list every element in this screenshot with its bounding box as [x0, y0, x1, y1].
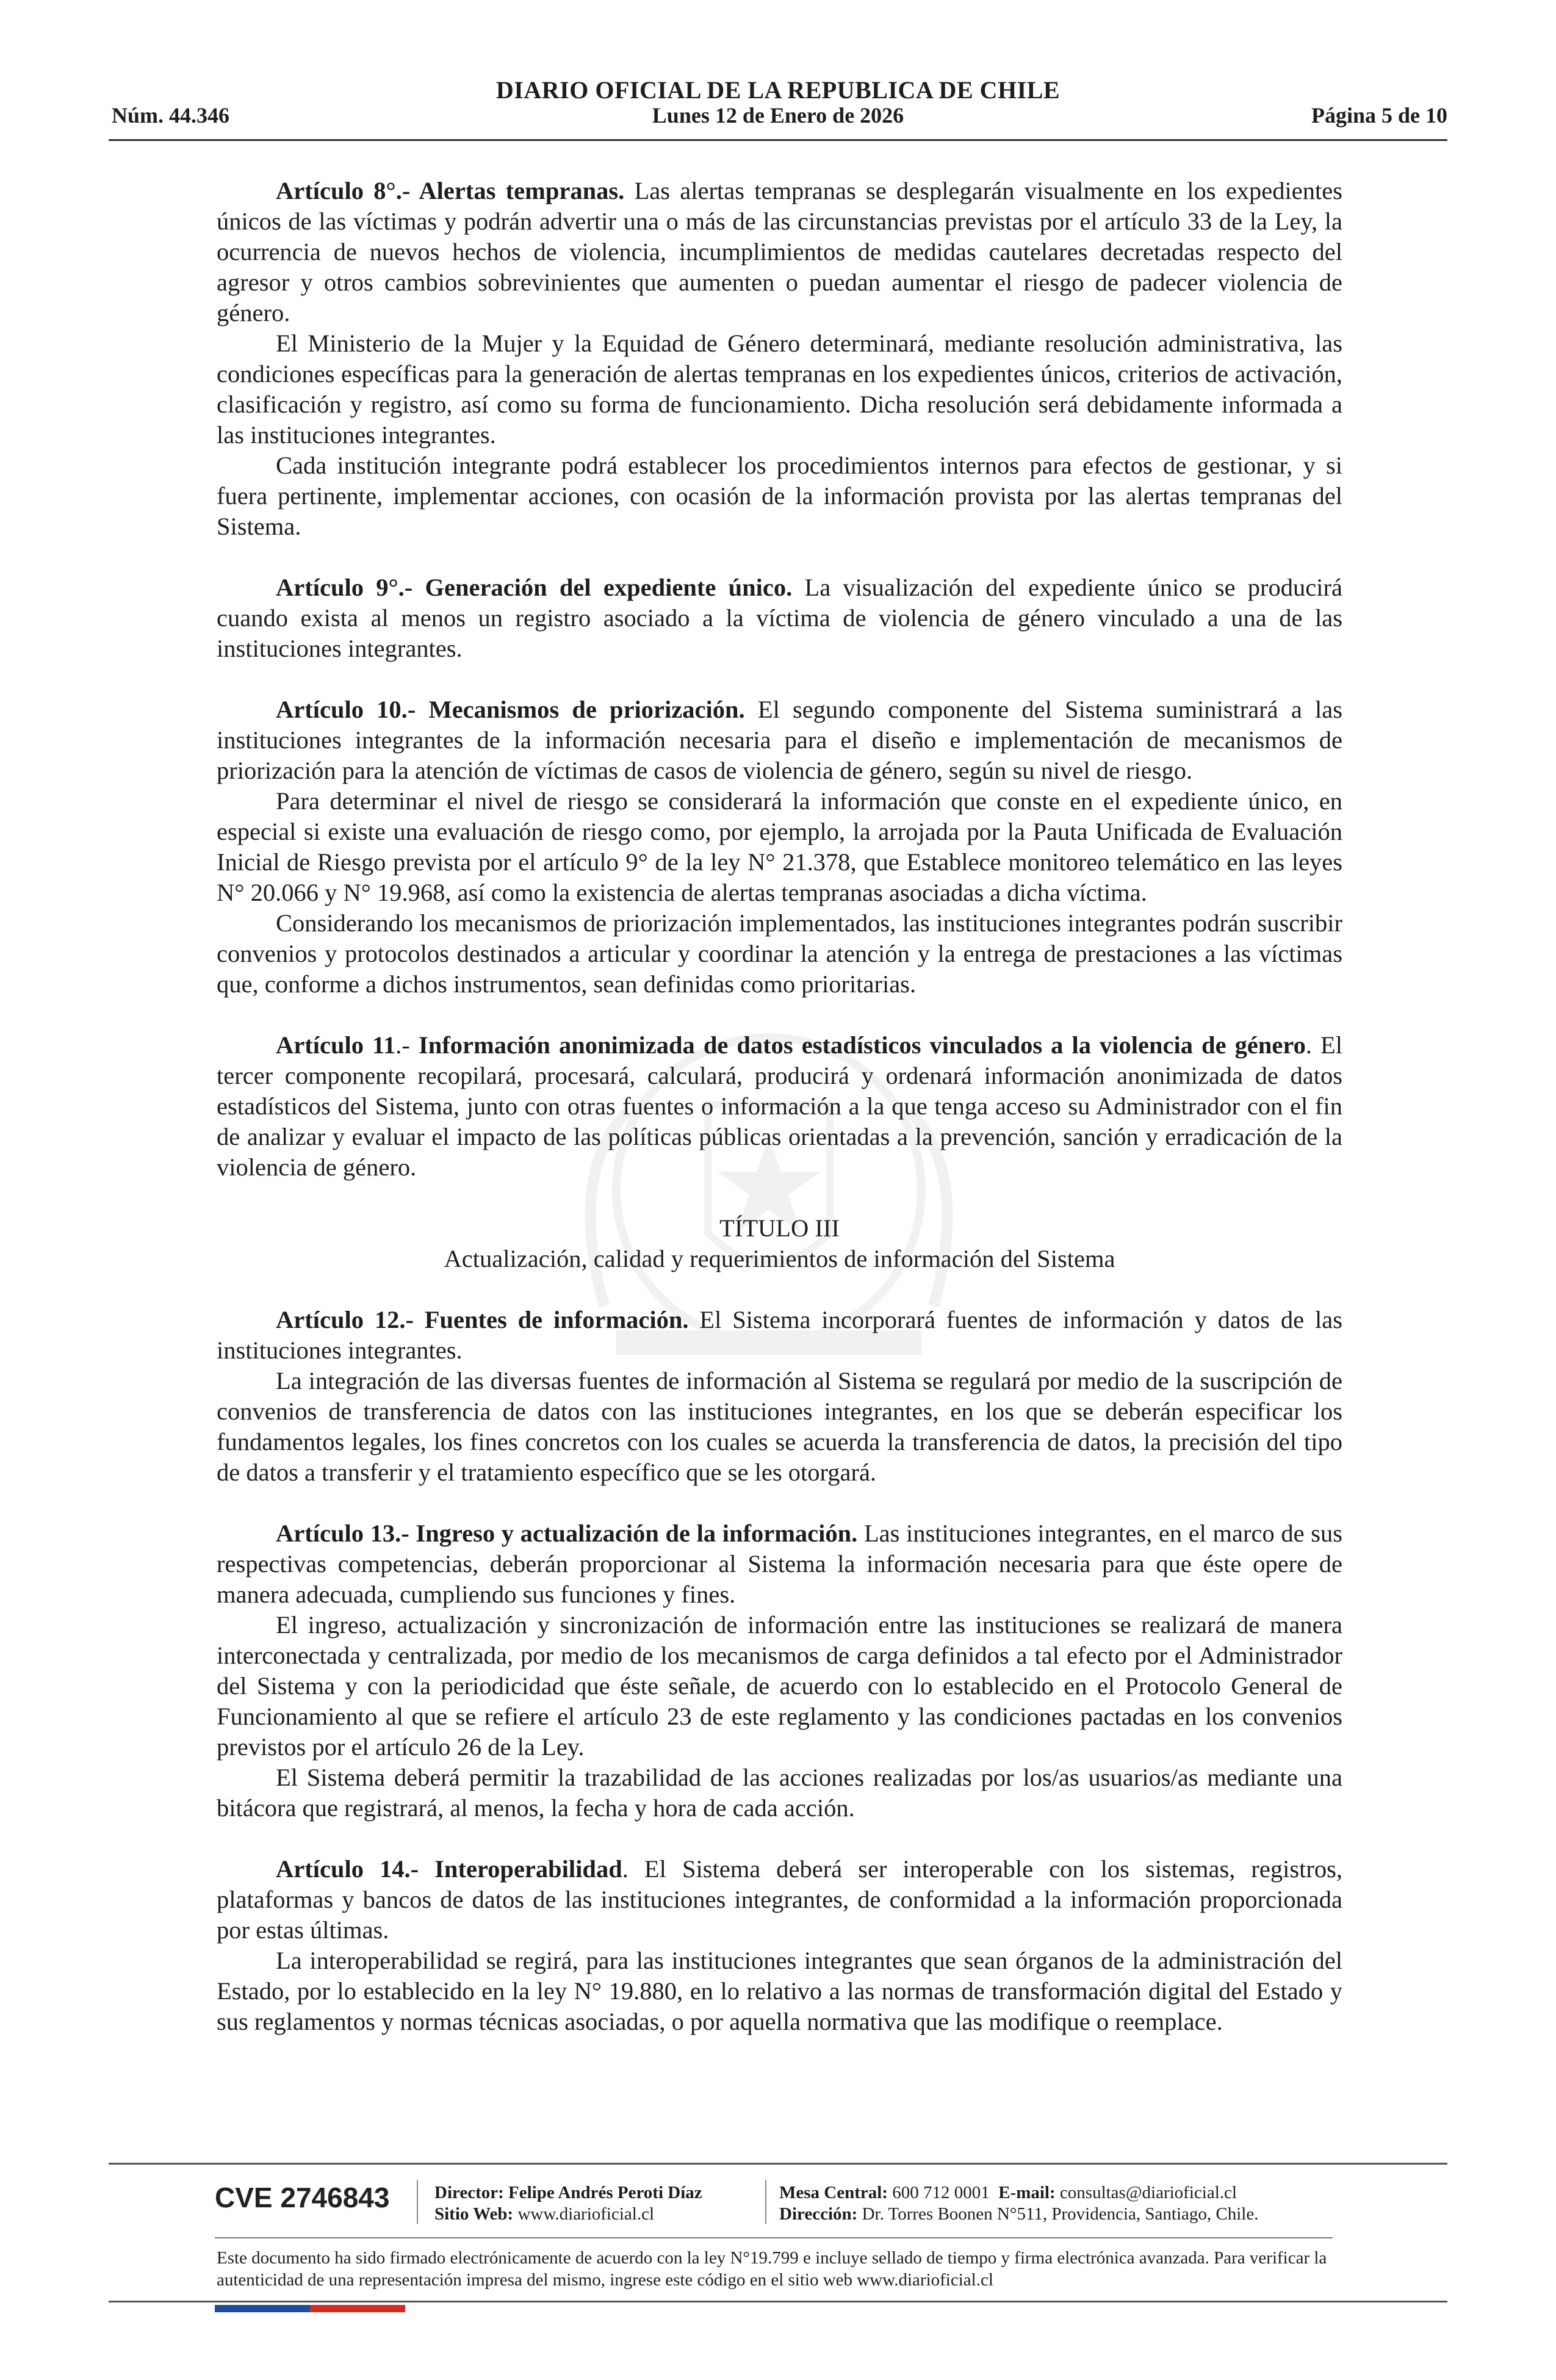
cve-code: CVE 2746843 [215, 2182, 390, 2213]
footer-divider-bottom [109, 2301, 1447, 2302]
issue-number: Núm. 44.346 [112, 103, 230, 128]
article-12-paragraph-1: Artículo 12.- Fuentes de información. El Sistema incorporará fuentes de información y datos de las instituciones integrantes. [217, 1306, 1342, 1364]
article-14-heading: Artículo 14.- Interoperabilidad [276, 1855, 622, 1883]
footer-separator [765, 2180, 766, 2224]
title-3-heading: TÍTULO III [719, 1214, 840, 1242]
article-11-heading-number: Artículo 11 [276, 1031, 396, 1059]
article-8-paragraph-2: El Ministerio de la Mujer y la Equidad de Género determinará, mediante resolución administrativa, las condiciones específicas para la generación de alertas tempranas en los expedientes únicos, criterios de activación, clasificación y registro, así como su forma de funcionamiento. Dicha resolución será debidamente informada a las instituciones integrantes. [217, 330, 1342, 449]
article-11-heading-title: Información anonimizada de datos estadísticos vinculados a la violencia de género [418, 1031, 1306, 1059]
article-13-paragraph-2: El ingreso, actualización y sincronización de información entre las instituciones se realizará de manera interconectada y centralizada, por medio de los mecanismos de carga definidos a tal efecto por el Administrador del Sistema y con la periodicidad que éste señale, de acuerdo con lo establecido en el Protocolo General de Funcionamiento al que se refiere el artículo 23 de este reglamento y las condiciones pactadas en los convenios previstos por el artículo 26 de la Ley. [217, 1611, 1342, 1761]
address: Dr. Torres Boonen N°511, Providencia, Santiago, Chile. [862, 2204, 1259, 2224]
article-10-paragraph-1: Artículo 10.- Mecanismos de priorización. El segundo componente del Sistema suministrará a las instituciones integrantes de la información necesaria para el diseño e implementación de mecanismos de priorización para la atención de víctimas de casos de violencia de género, según su nivel de riesgo. [217, 696, 1343, 784]
article-9-paragraph-1: Artículo 9°.- Generación del expediente único. La visualización del expediente único se producirá cuando exista al menos un registro asociado a la víctima de violencia de género vinculado a una de las instituciones integrantes. [217, 574, 1342, 662]
page-number: Página 5 de 10 [1311, 103, 1447, 128]
article-12-heading: Artículo 12.- Fuentes de información. [276, 1306, 689, 1333]
article-8-heading: Artículo 8°.- Alertas tempranas. [276, 177, 625, 204]
article-10-paragraph-2: Para determinar el nivel de riesgo se considerará la información que conste en el expediente único, en especial si existe una evaluación de riesgo como, por ejemplo, la arrojada por la Pauta Unificada de Evaluación Inicial de Riesgo prevista por el artículo 9° de la ley N° 21.378, que Establece monitoreo telemático en las leyes N° 20.066 y N° 19.968, así como la existencia de alertas tempranas asociadas a dicha víctima. [217, 787, 1342, 906]
flag-stripe-red [310, 2305, 405, 2312]
article-10-heading: Artículo 10.- Mecanismos de priorización. [276, 696, 745, 723]
article-9-heading: Artículo 9°.- Generación del expediente único. [276, 574, 793, 601]
header-divider [109, 139, 1447, 141]
article-8-paragraph-3: Cada institución integrante podrá establecer los procedimientos internos para efectos de gestionar, y si fuera pertinente, implementar acciones, con ocasión de la información provista por las alertas tempranas del Sistema. [217, 452, 1342, 540]
signature-notice: Este documento ha sido firmado electrónicamente de acuerdo con la ley N°19.799 e incluye sellado de tiempo y firma electrónica avanzada. Para verificar la autenticidad de una representación impresa del mismo, ingrese este código en el sitio web www.diarioficial.cl [217, 2248, 1327, 2290]
footer-separator [417, 2180, 418, 2224]
website-link[interactable]: www.diarioficial.cl [517, 2204, 655, 2224]
article-11-paragraph-1: Artículo 11.- Información anonimizada de datos estadísticos vinculados a la violencia de género. El tercer componente recopilará, procesará, calculará, producirá y ordenará información anonimizada de datos estadísticos del Sistema, junto con otras fuentes o información a la que tenga acceso su Administrador con el fin de analizar y evaluar el impacto de las políticas públicas orientadas a la prevención, sanción y erradicación de la violencia de género. [217, 1031, 1342, 1181]
flag-stripe [215, 2305, 405, 2312]
article-14-paragraph-1: Artículo 14.- Interoperabilidad. El Sistema deberá ser interoperable con los sistemas, registros, plataformas y bancos de datos de las instituciones integrantes, de conformidad a la información proporcionada por estas últimas. [217, 1855, 1343, 1944]
article-14-paragraph-2: La interoperabilidad se regirá, para las instituciones integrantes que sean órganos de la administración del Estado, por lo establecido en la ley N° 19.880, en lo relativo a las normas de transformación digital del Estado y sus reglamentos y normas técnicas asociadas, o por aquella normativa que las modifique o reemplace. [217, 1947, 1342, 2035]
document-body [217, 176, 1342, 2037]
article-13-heading: Artículo 13.- Ingreso y actualización de la información. [276, 1520, 858, 1547]
email-link[interactable]: consultas@diarioficial.cl [1059, 2183, 1237, 2202]
flag-stripe-blue [215, 2305, 310, 2312]
phone-number: 600 712 0001 [892, 2183, 990, 2202]
footer-director-block: Director: Felipe Andrés Peroti Díaz Sitio Web: www.diarioficial.cl [434, 2183, 702, 2224]
journal-title: DIARIO OFICIAL DE LA REPUBLICA DE CHILE [495, 76, 1061, 104]
issue-date: Lunes 12 de Enero de 2026 [652, 103, 904, 128]
title-3-subtitle: Actualización, calidad y requerimientos de información del Sistema [444, 1245, 1115, 1272]
director-name: Felipe Andrés Peroti Díaz [508, 2183, 702, 2202]
footer-divider-middle [215, 2237, 1333, 2238]
footer-contact-block: Mesa Central: 600 712 0001 E-mail: consultas@diarioficial.cl Dirección: Dr. Torres Boonen N°511, Providencia, Santiago, Chile. [779, 2183, 1259, 2224]
article-12-paragraph-2: La integración de las diversas fuentes de información al Sistema se regulará por medio de la suscripción de convenios de transferencia de datos con las instituciones integrantes, en los que se deberán especificar los fundamentos legales, los fines concretos con los cuales se acuerda la transferencia de datos, la precisión del tipo de datos a transferir y el tratamiento específico que se les otorgará. [217, 1367, 1342, 1486]
footer-divider-top [109, 2163, 1447, 2165]
article-13-paragraph-1: Artículo 13.- Ingreso y actualización de la información. Las instituciones integrantes, en el marco de sus respectivas competencias, deberán proporcionar al Sistema la información necesaria para que éste opere de manera adecuada, cumpliendo sus funciones y fines. [217, 1520, 1342, 1608]
article-8-paragraph-1: Artículo 8°.- Alertas tempranas. Las alertas tempranas se desplegarán visualmente en los expedientes únicos de las víctimas y podrán advertir una o más de las circunstancias previstas por el artículo 33 de la Ley, la ocurrencia de nuevos hechos de violencia, incumplimientos de medidas cautelares decretadas respecto del agresor y otros cambios sobrevinientes que aumenten o puedan aumentar el riesgo de padecer violencia de género. [217, 177, 1342, 326]
article-10-paragraph-3: Considerando los mecanismos de priorización implementados, las instituciones integrantes podrán suscribir convenios y protocolos destinados a articular y coordinar la atención y la entrega de prestaciones a las víctimas que, conforme a dichos instrumentos, sean definidas como prioritarias. [217, 909, 1342, 998]
article-13-paragraph-3: El Sistema deberá permitir la trazabilidad de las acciones realizadas por los/as usuarios/as mediante una bitácora que registrará, al menos, la fecha y hora de cada acción. [217, 1764, 1342, 1822]
